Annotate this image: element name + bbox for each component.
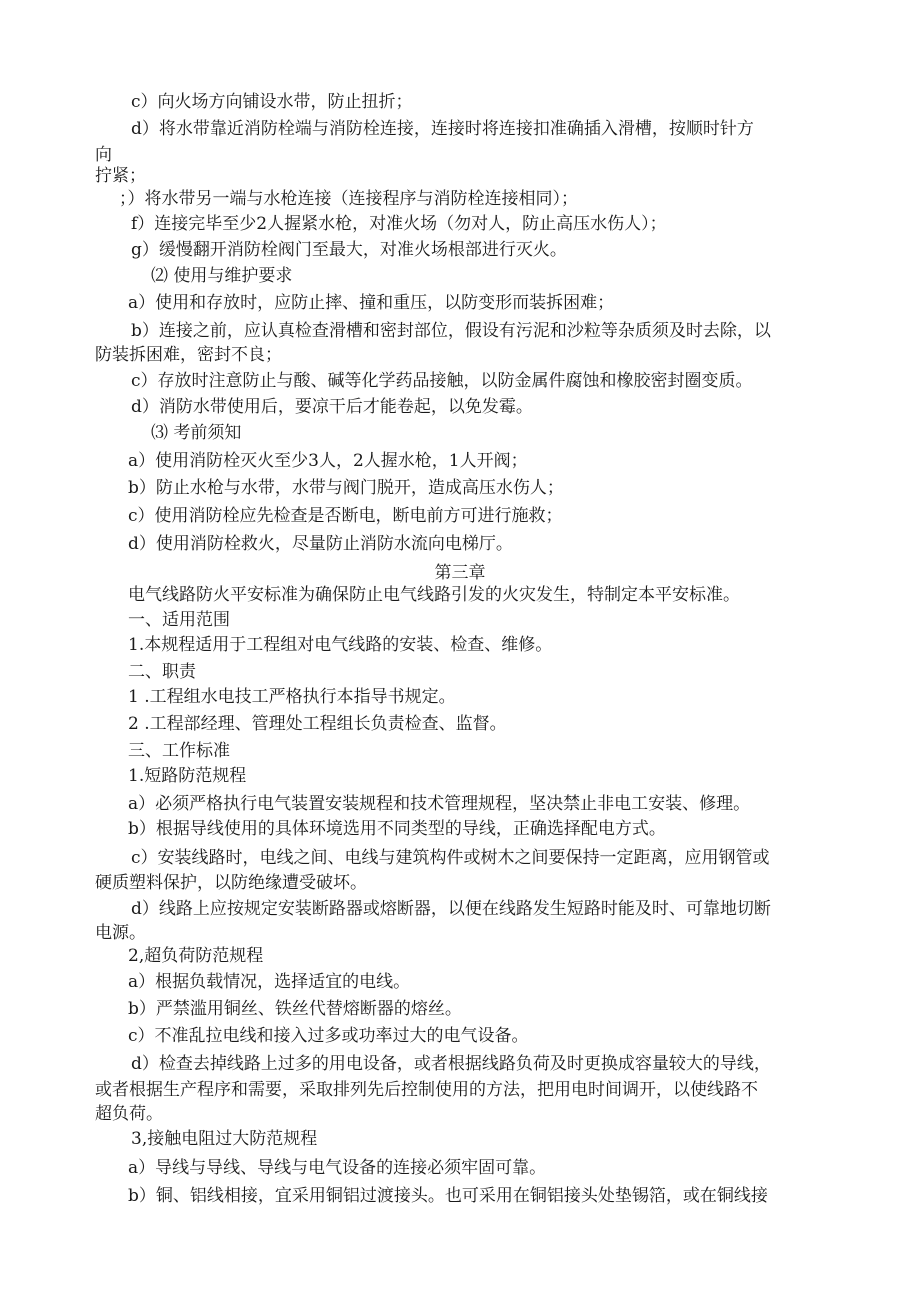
text-line: a）使用消防栓灭火至少3人，2人握水枪，1人开阀； [128,451,528,471]
text-line: ；）将水带另一端与水枪连接（连接程序与消防栓连接相同）； [119,189,578,209]
text-line: 拧紧； [95,166,146,186]
text-line: b）严禁滥用铜丝、铁丝代替熔断器的熔丝。 [128,999,462,1019]
section-heading: 二、职责 [128,662,196,682]
text-line: f）连接完毕至少2人握紧水枪，对准火场（勿对人，防止高压水伤人）； [131,214,667,234]
subsection-heading: 1.短路防范规程 [128,766,247,786]
text-line: d）检查去掉线路上过多的用电设备，或者根据线路负荷及时更换成容量较大的导线， [131,1054,771,1074]
section-heading: ⑶ 考前须知 [151,423,242,443]
text-line: g）缓慢翻开消防栓阀门至最大，对准火场根部进行灭火。 [131,240,567,260]
text-line: 防装拆困难，密封不良； [95,345,282,365]
text-line: d）消防水带使用后，要凉干后才能卷起，以免发霉。 [131,397,533,417]
text-line: b）铜、铝线相接，宜采用铜铝过渡接头。也可采用在铜铝接头处垫锡箔，或在铜线接 [128,1186,768,1206]
text-line: 电源。 [95,923,146,943]
text-line: b）防止水枪与水带，水带与阀门脱开，造成高压水伤人； [128,478,564,498]
text-line: 1.本规程适用于工程组对电气线路的安装、检查、维修。 [128,635,553,655]
text-line: c）不准乱拉电线和接入过多或功率过大的电气设备。 [128,1026,529,1046]
text-line: a）根据负载情况，选择适宜的电线。 [128,972,411,992]
chapter-title: 第三章 [434,563,486,583]
text-line: c）使用消防栓应先检查是否断电，断电前方可进行施救； [128,506,563,526]
subsection-heading: 2,超负荷防范规程 [128,946,264,966]
text-line: d）将水带靠近消防栓端与消防栓连接，连接时将连接扣准确插入滑槽，按顺时针方 [131,119,754,139]
text-line: d）使用消防栓救火，尽量防止消防水流向电梯厅。 [128,534,513,554]
text-line: 或者根据生产程序和需要，采取排列先后控制使用的方法，把用电时间调开，以使线路不 [95,1080,758,1100]
text-line: a）必须严格执行电气装置安装规程和技术管理规程，坚决禁止非电工安装、修理。 [128,794,751,814]
text-line: b）根据导线使用的具体环境选用不同类型的导线，正确选择配电方式。 [128,819,666,839]
text-line: c）存放时注意防止与酸、碱等化学药品接触，以防金属件腐蚀和橡胶密封圈变质。 [131,371,753,391]
text-line: c）向火场方向铺设水带，防止扭折； [131,92,413,112]
text-line: 电气线路防火平安标准为确保防止电气线路引发的火灾发生，特制定本平安标准。 [128,585,740,605]
text-line: d）线路上应按规定安装断路器或熔断器，以便在线路发生短路时能及时、可靠地切断 [131,899,771,919]
text-line: b）连接之前，应认真检查滑槽和密封部位，假设有污泥和沙粒等杂质须及时去除，以 [131,321,771,341]
section-heading: 三、工作标准 [128,741,230,761]
text-line: 向 [95,145,112,165]
text-line: 1 .工程组水电技工严格执行本指导书规定。 [128,687,456,707]
text-line: 2 .工程部经理、管理处工程组长负责检查、监督。 [128,714,507,734]
text-line: c）安装线路时，电线之间、电线与建筑构件或树木之间要保持一定距离，应用钢管或 [131,848,770,868]
subsection-heading: 3,接触电阻过大防范规程 [131,1129,318,1149]
section-heading: ⑵ 使用与维护要求 [151,266,293,286]
section-heading: 一、适用范围 [128,610,230,630]
text-line: a）导线与导线、导线与电气设备的连接必须牢固可靠。 [128,1158,547,1178]
text-line: 硬质塑料保护，以防绝缘遭受破坏。 [95,873,367,893]
text-line: 超负荷。 [95,1104,163,1124]
text-line: a）使用和存放时，应防止摔、撞和重压，以防变形而装拆困难； [128,293,615,313]
